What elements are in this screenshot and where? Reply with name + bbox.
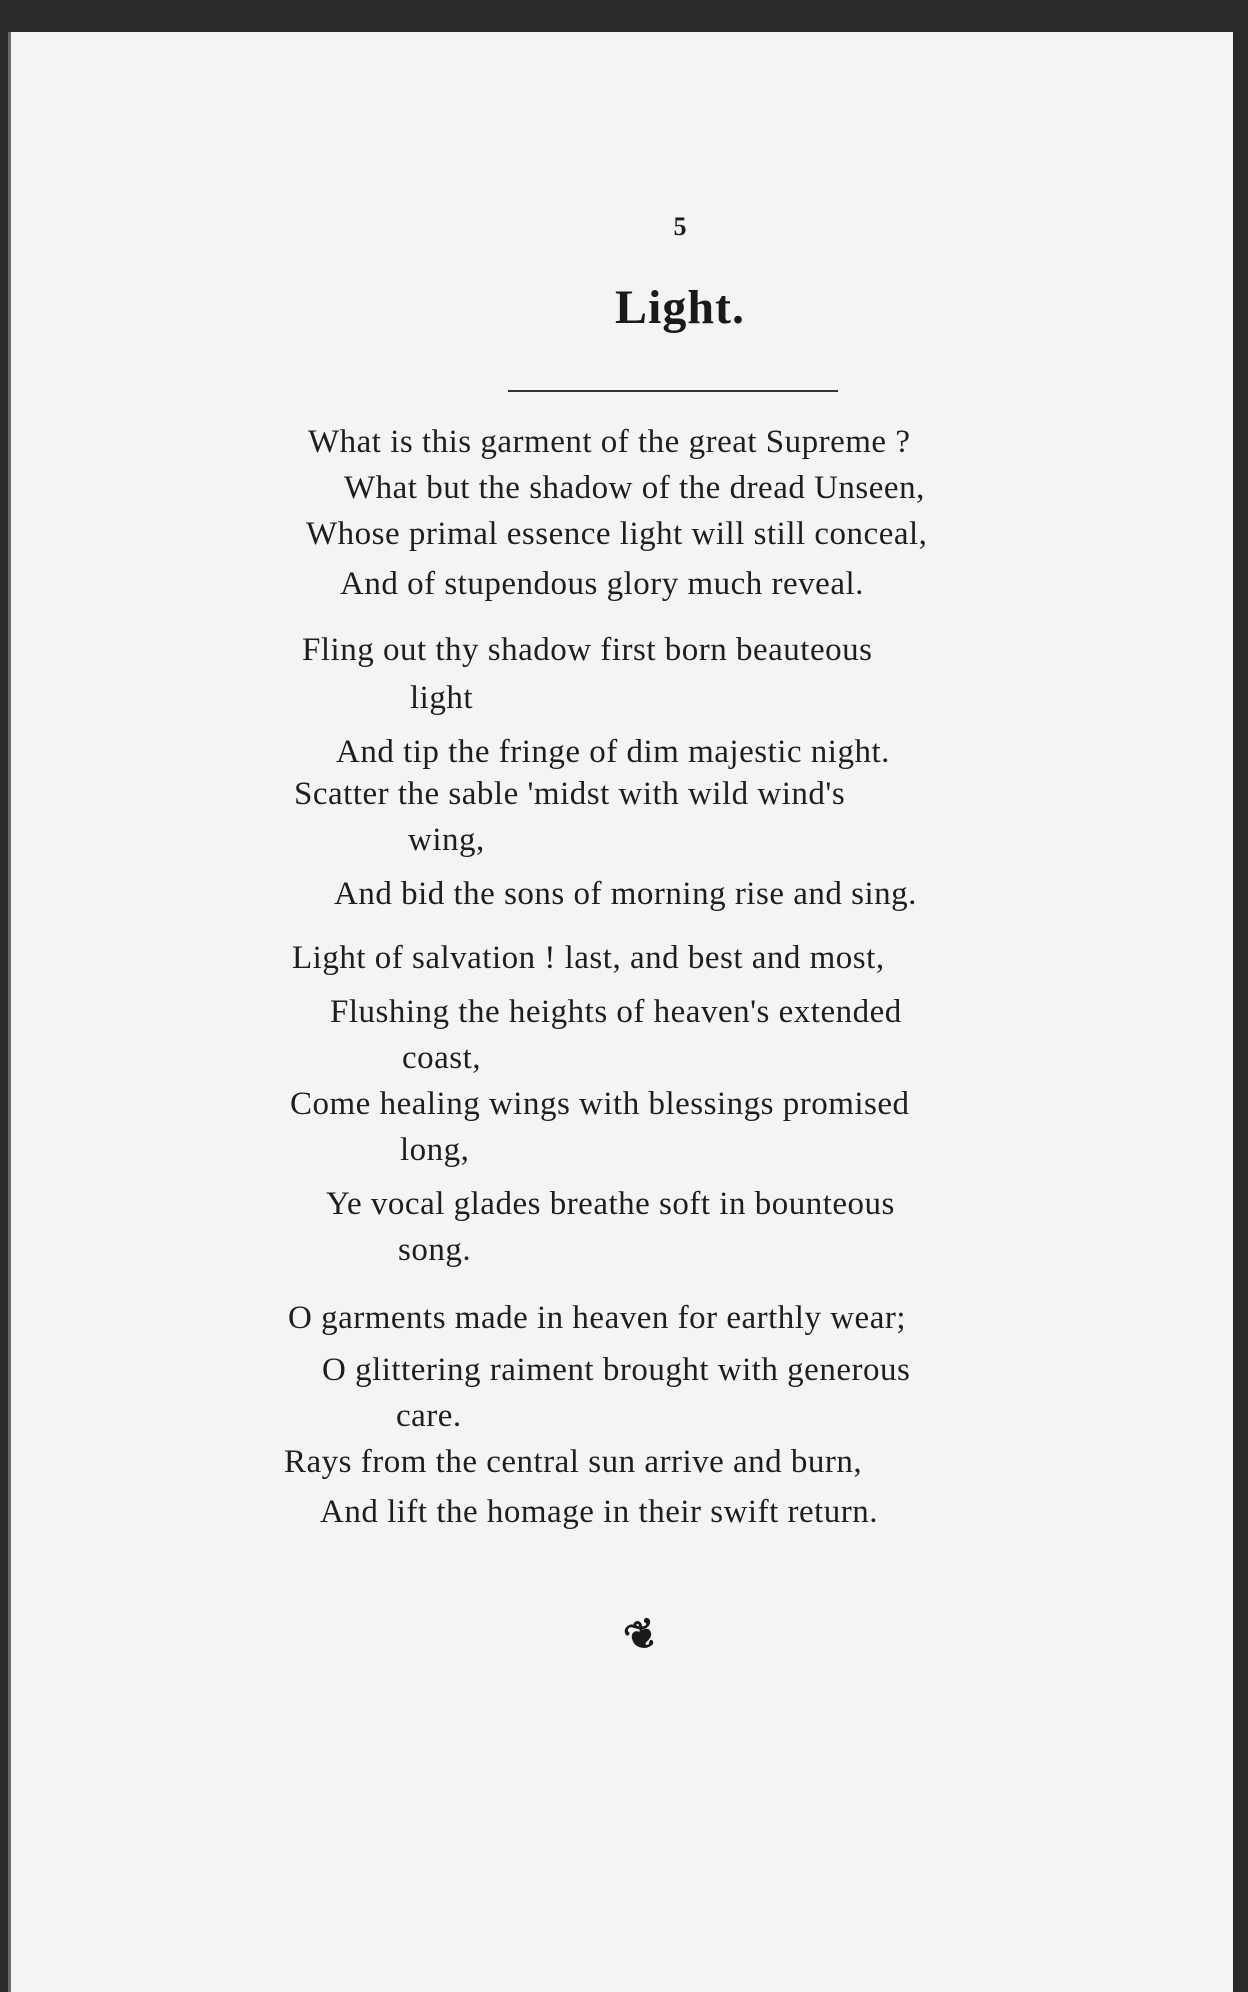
poem-line: And bid the sons of morning rise and sing. — [334, 876, 917, 912]
ornament-icon: ❦ — [618, 1608, 666, 1663]
poem-line: Light of salvation ! last, and best and most, — [292, 940, 885, 976]
poem-line: What is this garment of the great Supreme ? — [308, 424, 911, 460]
poem-line: And tip the fringe of dim majestic night. — [336, 734, 890, 770]
poem-line: O garments made in heaven for earthly wear; — [288, 1300, 906, 1336]
poem-line: O glittering raiment brought with generous — [322, 1352, 911, 1388]
poem-line: Come healing wings with blessings promised — [290, 1086, 910, 1122]
poem-line: Fling out thy shadow first born beauteous — [302, 632, 873, 668]
poem-line: coast, — [402, 1040, 482, 1076]
poem-line: light — [410, 680, 474, 716]
poem-line: What but the shadow of the dread Unseen, — [344, 470, 925, 506]
poem-line: song. — [398, 1232, 472, 1268]
poem-line: Rays from the central sun arrive and burn, — [284, 1444, 863, 1480]
poem-line: And lift the homage in their swift return. — [320, 1494, 879, 1530]
poem-line: Whose primal essence light will still conceal, — [306, 516, 928, 552]
poem-line: long, — [400, 1132, 470, 1168]
poem-line: And of stupendous glory much reveal. — [340, 566, 864, 602]
poem-line: wing, — [408, 822, 485, 858]
poem-line: care. — [396, 1398, 462, 1434]
page-number: 5 — [673, 212, 687, 241]
poem-line: Flushing the heights of heaven's extended — [330, 994, 902, 1030]
poem-line: Scatter the sable 'midst with wild wind's — [294, 776, 846, 812]
poem-title: Light. — [614, 281, 746, 334]
poem-line: Ye vocal glades breathe soft in bounteous — [326, 1186, 895, 1222]
